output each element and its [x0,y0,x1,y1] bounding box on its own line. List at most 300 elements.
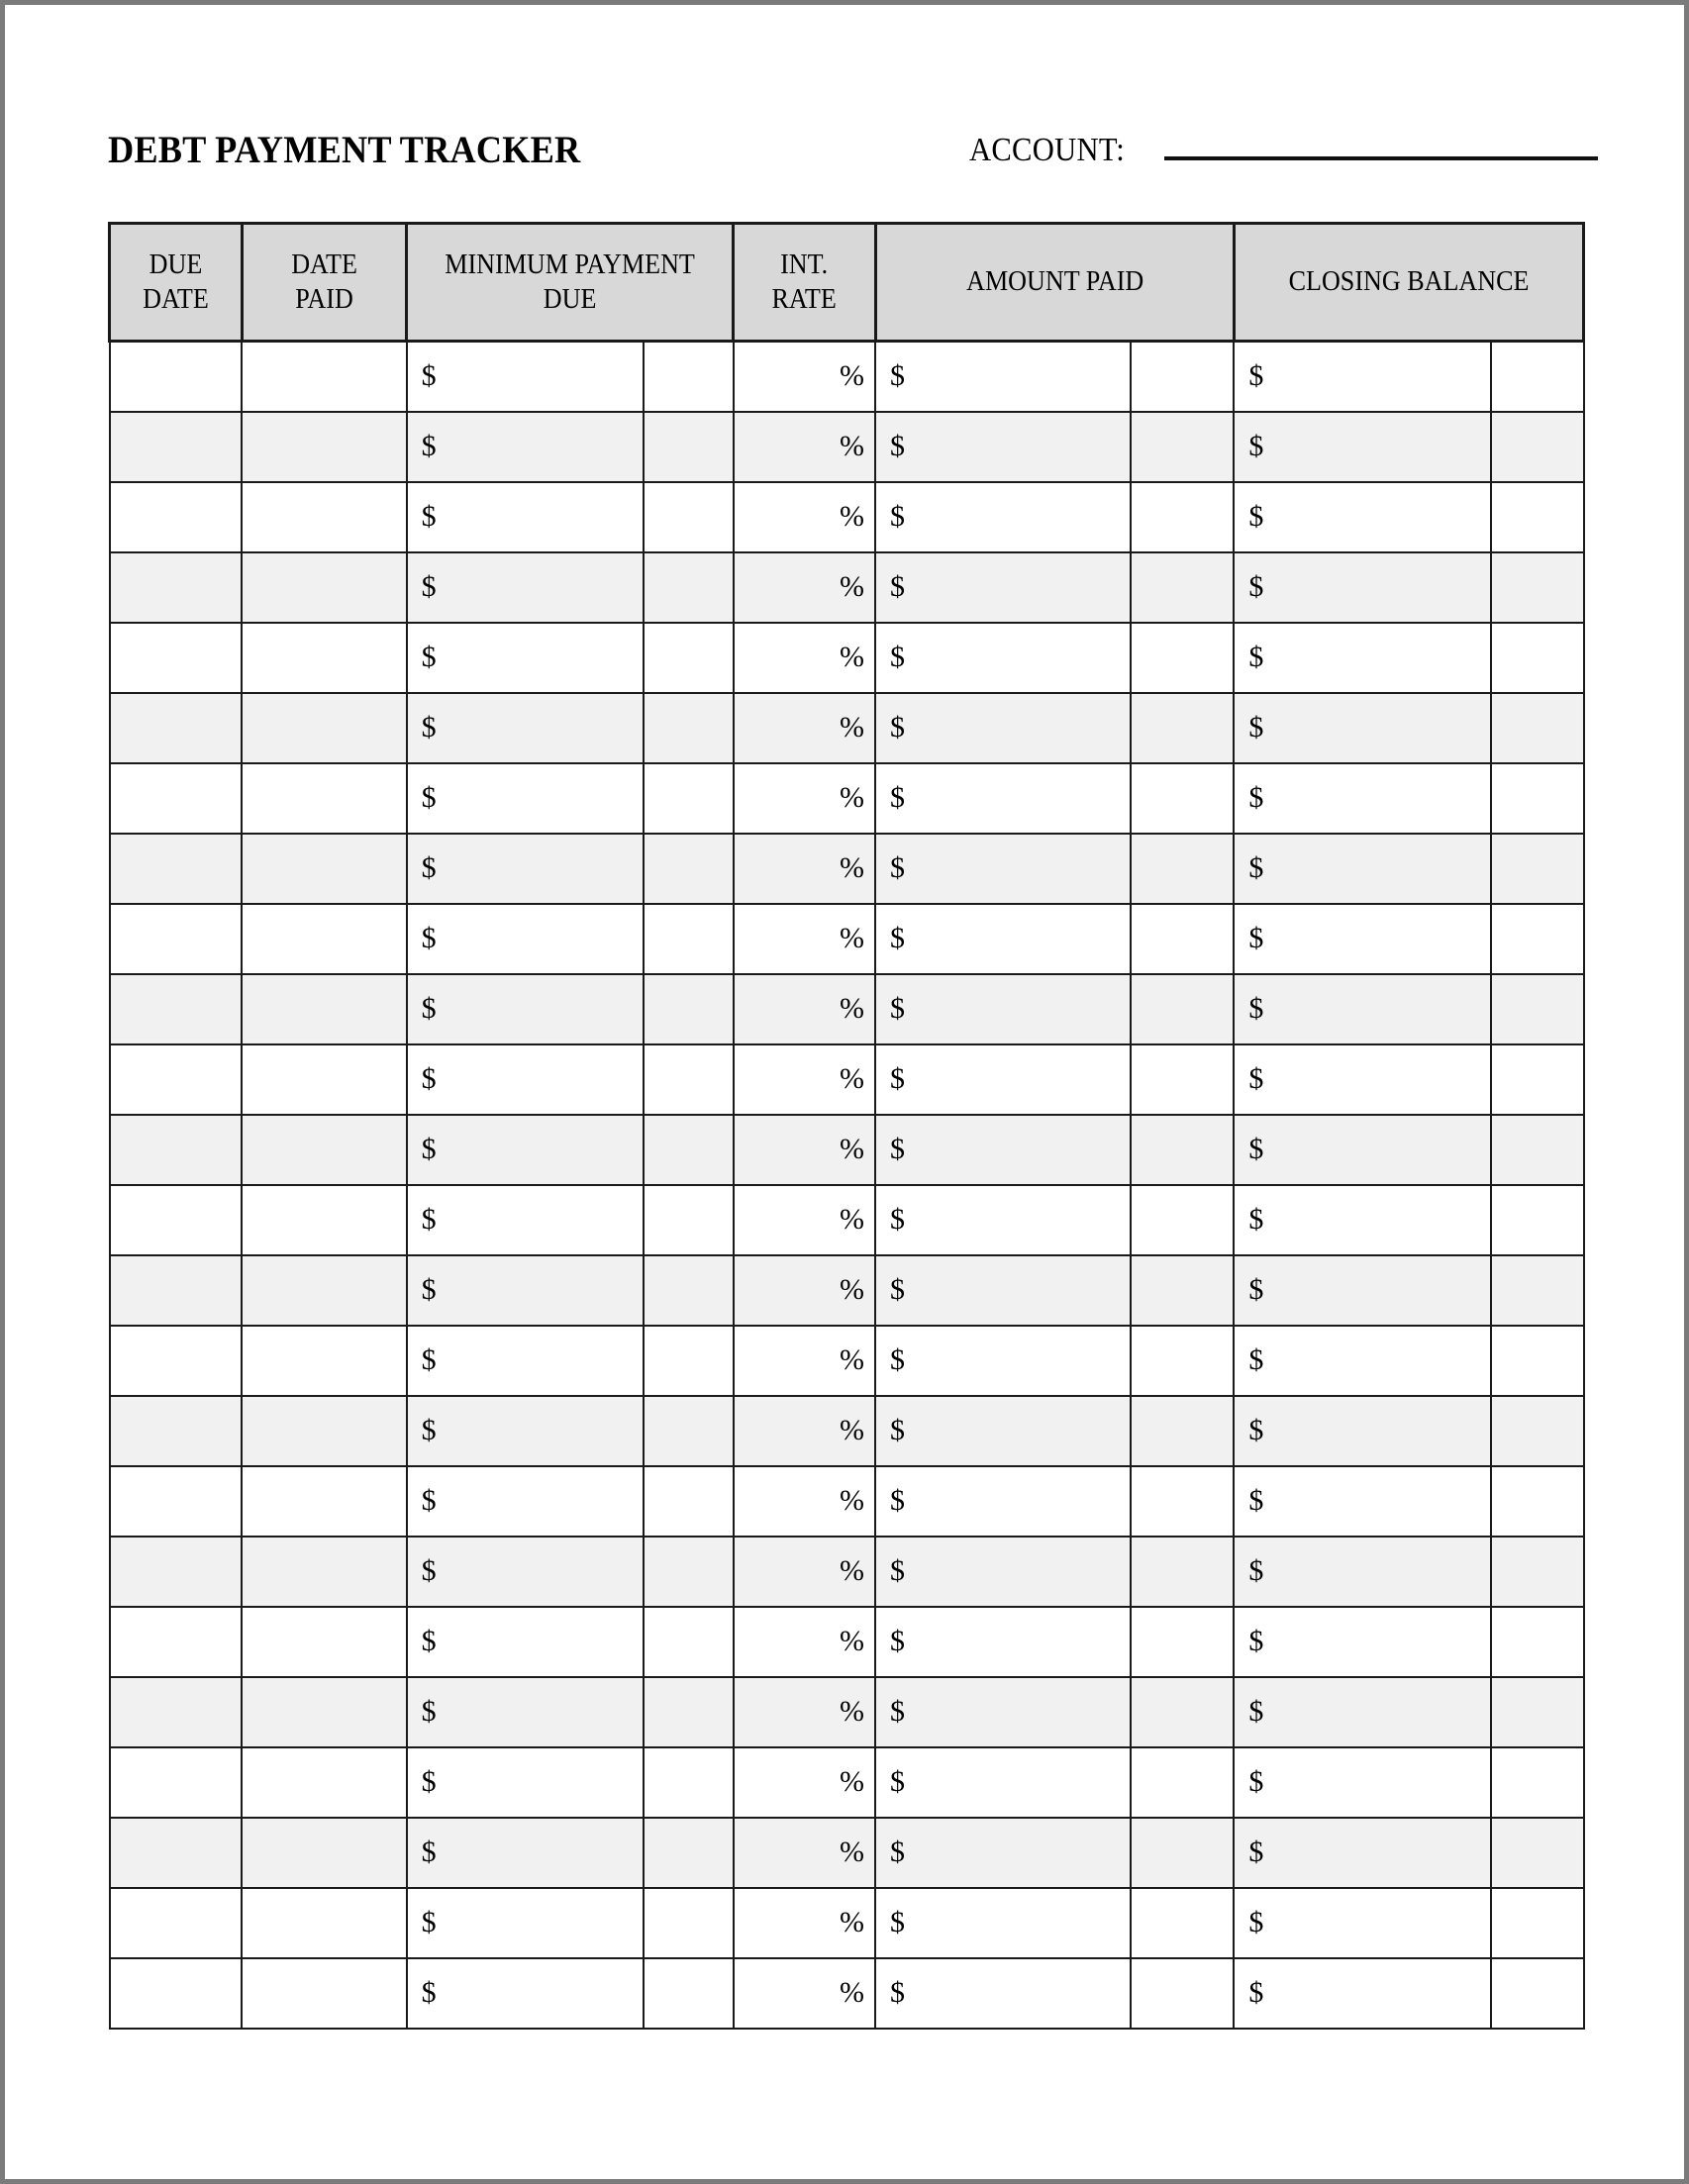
cell-int-rate[interactable] [734,1115,875,1185]
cell-closing-balance-spacer[interactable] [1491,552,1584,623]
column-header-amount-paid-line1: AMOUNT PAID [965,265,1143,298]
cell-int-rate[interactable] [734,693,875,763]
cell-closing-balance-spacer[interactable] [1491,1466,1584,1537]
currency-symbol: $ [890,711,906,744]
cell-amount-paid[interactable] [875,412,1131,482]
cell-due-date[interactable] [110,1747,243,1818]
cell-closing-balance-spacer[interactable] [1491,1255,1584,1326]
cell-due-date[interactable] [110,412,243,482]
cell-amount-paid[interactable] [875,482,1131,552]
percent-symbol: % [840,781,865,814]
cell-closing-balance[interactable] [1234,834,1491,904]
table-row [110,1044,1584,1115]
cell-int-rate[interactable] [734,1677,875,1747]
cell-amount-paid-spacer[interactable] [1131,1677,1235,1747]
cell-minimum-payment-due-spacer[interactable] [644,1044,733,1115]
cell-date-paid[interactable] [242,482,406,552]
percent-symbol: % [840,430,865,462]
cell-minimum-payment-due[interactable] [407,1747,645,1818]
cell-int-rate[interactable] [734,763,875,834]
cell-amount-paid-spacer[interactable] [1131,1888,1235,1958]
table-row [110,974,1584,1044]
cell-amount-paid-spacer[interactable] [1131,834,1235,904]
cell-amount-paid-spacer[interactable] [1131,693,1235,763]
cell-due-date[interactable] [110,1255,243,1326]
cell-minimum-payment-due[interactable] [407,693,645,763]
currency-symbol: $ [421,430,437,462]
currency-symbol: $ [1248,781,1264,814]
cell-amount-paid-spacer[interactable] [1131,1185,1235,1255]
cell-amount-paid[interactable] [875,1747,1131,1818]
table-row [110,552,1584,623]
cell-int-rate[interactable] [734,1044,875,1115]
table-row [110,1747,1584,1818]
cell-date-paid[interactable] [242,1607,406,1677]
cell-closing-balance[interactable] [1234,693,1491,763]
cell-minimum-payment-due[interactable] [407,1888,645,1958]
currency-symbol: $ [421,922,437,954]
cell-date-paid[interactable] [242,552,406,623]
currency-symbol: $ [421,500,437,533]
cell-amount-paid[interactable] [875,1326,1131,1396]
currency-symbol: $ [1248,1414,1264,1446]
cell-date-paid[interactable] [242,1958,406,2029]
currency-symbol: $ [421,1906,437,1938]
cell-amount-paid[interactable] [875,904,1131,974]
cell-minimum-payment-due-spacer[interactable] [644,1466,733,1537]
cell-amount-paid-spacer[interactable] [1131,1818,1235,1888]
cell-closing-balance[interactable] [1234,1607,1491,1677]
cell-closing-balance-spacer[interactable] [1491,1607,1584,1677]
cell-date-paid[interactable] [242,1396,406,1466]
cell-due-date[interactable] [110,763,243,834]
percent-symbol: % [840,1625,865,1657]
column-header-due-date-line1: DUE [149,248,203,280]
column-header-closing-balance [1234,224,1583,342]
cell-int-rate[interactable] [734,1818,875,1888]
currency-symbol: $ [1248,430,1264,462]
currency-symbol: $ [1248,500,1264,533]
cell-amount-paid-spacer[interactable] [1131,1537,1235,1607]
percent-symbol: % [840,1414,865,1446]
cell-amount-paid[interactable] [875,552,1131,623]
column-header-due-date-line2: DATE [143,283,209,315]
cell-minimum-payment-due[interactable] [407,1185,645,1255]
cell-int-rate[interactable] [734,1255,875,1326]
cell-int-rate[interactable] [734,1466,875,1537]
currency-symbol: $ [421,570,437,603]
cell-minimum-payment-due-spacer[interactable] [644,1747,733,1818]
cell-int-rate[interactable] [734,1185,875,1255]
cell-due-date[interactable] [110,1958,243,2029]
cell-due-date[interactable] [110,1326,243,1396]
cell-int-rate[interactable] [734,1958,875,2029]
percent-symbol: % [840,1765,865,1798]
cell-int-rate[interactable] [734,1747,875,1818]
table-body [110,342,1584,2029]
cell-amount-paid-spacer[interactable] [1131,1044,1235,1115]
cell-date-paid[interactable] [242,974,406,1044]
currency-symbol: $ [890,1625,906,1657]
cell-closing-balance[interactable] [1234,1396,1491,1466]
cell-due-date[interactable] [110,1466,243,1537]
cell-closing-balance[interactable] [1234,412,1491,482]
cell-amount-paid-spacer[interactable] [1131,482,1235,552]
cell-int-rate[interactable] [734,834,875,904]
percent-symbol: % [840,1484,865,1517]
cell-due-date[interactable] [110,1607,243,1677]
cell-closing-balance-spacer[interactable] [1491,1044,1584,1115]
column-header-minimum-payment-due-line2: DUE [543,283,597,315]
currency-symbol: $ [1248,711,1264,744]
cell-minimum-payment-due-spacer[interactable] [644,482,733,552]
column-header-date-paid [242,224,406,342]
cell-closing-balance-spacer[interactable] [1491,482,1584,552]
cell-minimum-payment-due[interactable] [407,763,645,834]
account-label: ACCOUNT: [969,132,1126,168]
currency-symbol: $ [1248,1906,1264,1938]
cell-date-paid[interactable] [242,1115,406,1185]
cell-closing-balance[interactable] [1234,1677,1491,1747]
cell-amount-paid-spacer[interactable] [1131,1255,1235,1326]
currency-symbol: $ [1248,1484,1264,1517]
currency-symbol: $ [1248,992,1264,1025]
cell-date-paid[interactable] [242,1818,406,1888]
cell-closing-balance-spacer[interactable] [1491,834,1584,904]
cell-date-paid[interactable] [242,1185,406,1255]
cell-closing-balance[interactable] [1234,1326,1491,1396]
cell-closing-balance-spacer[interactable] [1491,904,1584,974]
cell-closing-balance-spacer[interactable] [1491,693,1584,763]
percent-symbol: % [840,1695,865,1728]
cell-amount-paid[interactable] [875,342,1131,412]
cell-minimum-payment-due[interactable] [407,1255,645,1326]
cell-minimum-payment-due-spacer[interactable] [644,1888,733,1958]
cell-minimum-payment-due[interactable] [407,1466,645,1537]
cell-due-date[interactable] [110,1818,243,1888]
table-row [110,1677,1584,1747]
cell-date-paid[interactable] [242,342,406,412]
cell-minimum-payment-due-spacer[interactable] [644,623,733,693]
table-row [110,1115,1584,1185]
column-header-amount-paid [875,224,1234,342]
cell-minimum-payment-due-spacer[interactable] [644,1818,733,1888]
cell-due-date[interactable] [110,1677,243,1747]
cell-closing-balance-spacer[interactable] [1491,1396,1584,1466]
currency-symbol: $ [890,851,906,884]
cell-date-paid[interactable] [242,1466,406,1537]
currency-symbol: $ [421,781,437,814]
currency-symbol: $ [421,1203,437,1236]
currency-symbol: $ [890,992,906,1025]
table-row [110,1185,1584,1255]
cell-closing-balance-spacer[interactable] [1491,342,1584,412]
cell-amount-paid-spacer[interactable] [1131,763,1235,834]
cell-minimum-payment-due-spacer[interactable] [644,552,733,623]
cell-minimum-payment-due[interactable] [407,1818,645,1888]
cell-due-date[interactable] [110,1185,243,1255]
currency-symbol: $ [890,500,906,533]
percent-symbol: % [840,1836,865,1868]
cell-closing-balance[interactable] [1234,1958,1491,2029]
cell-due-date[interactable] [110,552,243,623]
cell-int-rate[interactable] [734,1888,875,1958]
cell-minimum-payment-due[interactable] [407,412,645,482]
table-row [110,623,1584,693]
cell-amount-paid[interactable] [875,1607,1131,1677]
cell-amount-paid[interactable] [875,1537,1131,1607]
cell-minimum-payment-due-spacer[interactable] [644,1255,733,1326]
page-title: DEBT PAYMENT TRACKER [108,129,581,171]
cell-minimum-payment-due[interactable] [407,1537,645,1607]
cell-int-rate[interactable] [734,412,875,482]
cell-due-date[interactable] [110,1888,243,1958]
percent-symbol: % [840,711,865,744]
cell-minimum-payment-due-spacer[interactable] [644,1185,733,1255]
cell-closing-balance[interactable] [1234,974,1491,1044]
cell-closing-balance[interactable] [1234,552,1491,623]
percent-symbol: % [840,641,865,673]
cell-closing-balance-spacer[interactable] [1491,412,1584,482]
cell-closing-balance-spacer[interactable] [1491,1818,1584,1888]
cell-closing-balance-spacer[interactable] [1491,763,1584,834]
cell-amount-paid[interactable] [875,1115,1131,1185]
cell-closing-balance[interactable] [1234,1466,1491,1537]
cell-int-rate[interactable] [734,1537,875,1607]
cell-amount-paid-spacer[interactable] [1131,1958,1235,2029]
cell-closing-balance[interactable] [1234,763,1491,834]
cell-amount-paid[interactable] [875,1466,1131,1537]
cell-date-paid[interactable] [242,623,406,693]
cell-int-rate[interactable] [734,974,875,1044]
cell-minimum-payment-due[interactable] [407,342,645,412]
cell-amount-paid[interactable] [875,623,1131,693]
currency-symbol: $ [421,1765,437,1798]
cell-amount-paid-spacer[interactable] [1131,1747,1235,1818]
currency-symbol: $ [1248,922,1264,954]
currency-symbol: $ [421,1273,437,1306]
cell-date-paid[interactable] [242,693,406,763]
cell-closing-balance[interactable] [1234,1255,1491,1326]
table-row [110,763,1584,834]
table-row [110,904,1584,974]
currency-symbol: $ [890,1133,906,1165]
cell-minimum-payment-due-spacer[interactable] [644,1607,733,1677]
cell-date-paid[interactable] [242,1888,406,1958]
currency-symbol: $ [421,359,437,393]
table-row [110,412,1584,482]
cell-minimum-payment-due[interactable] [407,974,645,1044]
cell-date-paid[interactable] [242,1537,406,1607]
cell-date-paid[interactable] [242,1326,406,1396]
cell-closing-balance[interactable] [1234,1818,1491,1888]
cell-int-rate[interactable] [734,904,875,974]
cell-amount-paid[interactable] [875,763,1131,834]
cell-closing-balance[interactable] [1234,1185,1491,1255]
cell-minimum-payment-due-spacer[interactable] [644,1677,733,1747]
currency-symbol: $ [890,570,906,603]
cell-date-paid[interactable] [242,904,406,974]
cell-amount-paid[interactable] [875,1958,1131,2029]
currency-symbol: $ [421,711,437,744]
account-input-line[interactable] [1164,156,1598,160]
cell-closing-balance-spacer[interactable] [1491,1326,1584,1396]
cell-closing-balance-spacer[interactable] [1491,623,1584,693]
cell-minimum-payment-due-spacer[interactable] [644,1958,733,2029]
cell-due-date[interactable] [110,342,243,412]
currency-symbol: $ [890,359,906,393]
worksheet-sheet [5,5,1684,2179]
cell-amount-paid-spacer[interactable] [1131,552,1235,623]
currency-symbol: $ [421,1625,437,1657]
cell-amount-paid-spacer[interactable] [1131,1466,1235,1537]
currency-symbol: $ [1248,1976,1264,2009]
column-header-minimum-payment-due-line1: MINIMUM PAYMENT [445,248,695,280]
percent-symbol: % [840,992,865,1025]
cell-due-date[interactable] [110,1537,243,1607]
cell-minimum-payment-due-spacer[interactable] [644,834,733,904]
cell-minimum-payment-due[interactable] [407,1044,645,1115]
cell-int-rate[interactable] [734,552,875,623]
cell-amount-paid[interactable] [875,693,1131,763]
cell-minimum-payment-due-spacer[interactable] [644,412,733,482]
cell-amount-paid[interactable] [875,1677,1131,1747]
cell-int-rate[interactable] [734,342,875,412]
cell-minimum-payment-due-spacer[interactable] [644,1537,733,1607]
account-field-group [969,134,1598,167]
cell-due-date[interactable] [110,1396,243,1466]
cell-int-rate[interactable] [734,1326,875,1396]
cell-date-paid[interactable] [242,1747,406,1818]
cell-amount-paid-spacer[interactable] [1131,904,1235,974]
cell-closing-balance[interactable] [1234,904,1491,974]
cell-minimum-payment-due[interactable] [407,834,645,904]
cell-minimum-payment-due-spacer[interactable] [644,1326,733,1396]
cell-closing-balance-spacer[interactable] [1491,1747,1584,1818]
cell-due-date[interactable] [110,693,243,763]
cell-minimum-payment-due[interactable] [407,623,645,693]
cell-minimum-payment-due[interactable] [407,904,645,974]
cell-amount-paid[interactable] [875,1255,1131,1326]
cell-minimum-payment-due-spacer[interactable] [644,693,733,763]
cell-closing-balance[interactable] [1234,1888,1491,1958]
cell-int-rate[interactable] [734,482,875,552]
table-header-row [110,224,1584,342]
cell-closing-balance[interactable] [1234,342,1491,412]
cell-minimum-payment-due[interactable] [407,1326,645,1396]
cell-minimum-payment-due-spacer[interactable] [644,763,733,834]
cell-minimum-payment-due[interactable] [407,1396,645,1466]
cell-amount-paid[interactable] [875,1044,1131,1115]
cell-minimum-payment-due-spacer[interactable] [644,1396,733,1466]
cell-closing-balance[interactable] [1234,623,1491,693]
cell-amount-paid-spacer[interactable] [1131,412,1235,482]
cell-date-paid[interactable] [242,834,406,904]
currency-symbol: $ [421,992,437,1025]
cell-date-paid[interactable] [242,412,406,482]
cell-amount-paid-spacer[interactable] [1131,623,1235,693]
cell-amount-paid[interactable] [875,1185,1131,1255]
cell-amount-paid[interactable] [875,834,1131,904]
cell-minimum-payment-due[interactable] [407,552,645,623]
cell-minimum-payment-due[interactable] [407,482,645,552]
cell-amount-paid-spacer[interactable] [1131,974,1235,1044]
currency-symbol: $ [890,1273,906,1306]
cell-closing-balance-spacer[interactable] [1491,1888,1584,1958]
currency-symbol: $ [421,1554,437,1587]
cell-minimum-payment-due-spacer[interactable] [644,342,733,412]
cell-due-date[interactable] [110,834,243,904]
cell-closing-balance-spacer[interactable] [1491,1677,1584,1747]
cell-amount-paid-spacer[interactable] [1131,1326,1235,1396]
cell-date-paid[interactable] [242,763,406,834]
cell-minimum-payment-due[interactable] [407,1607,645,1677]
cell-closing-balance[interactable] [1234,482,1491,552]
cell-amount-paid[interactable] [875,974,1131,1044]
cell-int-rate[interactable] [734,1396,875,1466]
cell-int-rate[interactable] [734,1607,875,1677]
cell-closing-balance[interactable] [1234,1115,1491,1185]
cell-closing-balance[interactable] [1234,1537,1491,1607]
cell-closing-balance[interactable] [1234,1747,1491,1818]
table-row [110,834,1584,904]
cell-minimum-payment-due[interactable] [407,1115,645,1185]
currency-symbol: $ [890,1343,906,1376]
currency-symbol: $ [890,1062,906,1095]
cell-closing-balance-spacer[interactable] [1491,1537,1584,1607]
cell-amount-paid[interactable] [875,1818,1131,1888]
cell-minimum-payment-due-spacer[interactable] [644,1115,733,1185]
cell-minimum-payment-due[interactable] [407,1677,645,1747]
cell-closing-balance-spacer[interactable] [1491,974,1584,1044]
cell-due-date[interactable] [110,482,243,552]
currency-symbol: $ [890,1414,906,1446]
currency-symbol: $ [421,1343,437,1376]
cell-due-date[interactable] [110,623,243,693]
cell-date-paid[interactable] [242,1255,406,1326]
cell-minimum-payment-due[interactable] [407,1958,645,2029]
cell-amount-paid-spacer[interactable] [1131,1396,1235,1466]
cell-closing-balance[interactable] [1234,1044,1491,1115]
cell-minimum-payment-due-spacer[interactable] [644,904,733,974]
cell-amount-paid[interactable] [875,1396,1131,1466]
column-header-closing-balance-line1: CLOSING BALANCE [1288,265,1530,298]
percent-symbol: % [840,1343,865,1376]
cell-closing-balance-spacer[interactable] [1491,1958,1584,2029]
cell-int-rate[interactable] [734,623,875,693]
percent-symbol: % [840,1133,865,1165]
currency-symbol: $ [421,1836,437,1868]
currency-symbol: $ [1248,1836,1264,1868]
cell-amount-paid[interactable] [875,1888,1131,1958]
cell-due-date[interactable] [110,1044,243,1115]
cell-closing-balance-spacer[interactable] [1491,1185,1584,1255]
cell-due-date[interactable] [110,1115,243,1185]
cell-amount-paid-spacer[interactable] [1131,1115,1235,1185]
cell-minimum-payment-due-spacer[interactable] [644,974,733,1044]
cell-date-paid[interactable] [242,1044,406,1115]
percent-symbol: % [840,851,865,884]
cell-due-date[interactable] [110,904,243,974]
cell-date-paid[interactable] [242,1677,406,1747]
currency-symbol: $ [890,922,906,954]
cell-amount-paid-spacer[interactable] [1131,342,1235,412]
cell-due-date[interactable] [110,974,243,1044]
column-header-date-paid-line2: PAID [295,283,353,315]
table-row [110,1818,1584,1888]
cell-closing-balance-spacer[interactable] [1491,1115,1584,1185]
cell-amount-paid-spacer[interactable] [1131,1607,1235,1677]
